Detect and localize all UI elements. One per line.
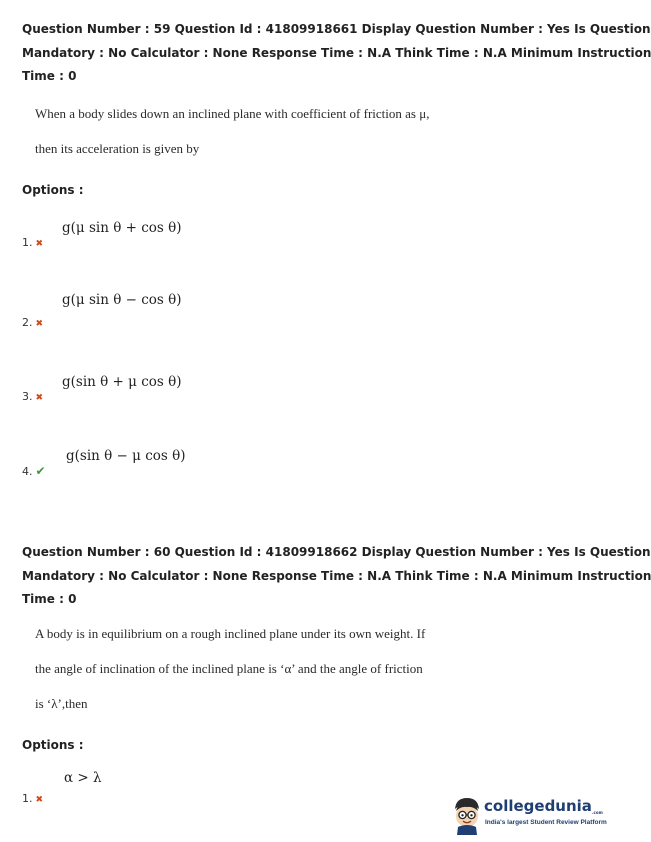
question-60-text xyxy=(35,616,575,721)
question-text-line: is ‘λ’,then xyxy=(35,696,88,711)
question-59-header xyxy=(22,18,651,89)
brand-name xyxy=(484,797,603,815)
header-line: Mandatory : No Calculator : None Response Time : N.A Think Time : N.A Minimum Instruction xyxy=(22,568,651,583)
header-line: Question Number : 60 Question Id : 41809918662 Display Question Number : Yes Is Question xyxy=(22,545,651,559)
question-text-line: then its acceleration is given by xyxy=(35,141,200,156)
header-line: Question Number : 59 Question Id : 41809918661 Display Question Number : Yes Is Question xyxy=(22,22,651,36)
cross-icon: ✖ xyxy=(35,795,44,805)
option-3-text: g(sin θ + μ cos θ) xyxy=(62,374,182,390)
question-text-line: A body is in equilibrium on a rough inclined plane under its own weight. If xyxy=(35,626,426,641)
header-line: Time : 0 xyxy=(22,69,77,83)
option-number-label: 1. xyxy=(22,792,33,805)
option-4-text: g(sin θ − μ cos θ) xyxy=(66,448,186,464)
option-1-number xyxy=(22,236,43,249)
option-1-number xyxy=(22,792,43,805)
option-1-text: g(μ sin θ + cos θ) xyxy=(62,220,182,236)
option-4-number xyxy=(22,464,46,478)
option-number-label: 1. xyxy=(22,236,33,249)
option-2-text: g(μ sin θ − cos θ) xyxy=(62,292,182,308)
cross-icon: ✖ xyxy=(35,393,44,403)
brand-tagline: India's largest Student Review Platform xyxy=(485,819,607,826)
header-line: Mandatory : No Calculator : None Response Time : N.A Think Time : N.A Minimum Instruction xyxy=(22,45,651,60)
option-number-label: 4. xyxy=(22,465,33,478)
option-number-label: 3. xyxy=(22,390,33,403)
option-1-text: α > λ xyxy=(64,770,102,786)
options-label: Options : xyxy=(22,738,84,752)
option-2-number xyxy=(22,316,43,329)
brand-suffix: .com xyxy=(591,810,603,815)
question-59-text xyxy=(35,96,575,166)
checkmark-icon: ✔ xyxy=(35,464,46,478)
question-60-header xyxy=(22,541,651,612)
options-label: Options : xyxy=(22,183,84,197)
option-3-number xyxy=(22,390,43,403)
cross-icon: ✖ xyxy=(35,239,44,249)
cross-icon: ✖ xyxy=(35,319,44,329)
question-text-line: the angle of inclination of the inclined plane is ‘α’ and the angle of friction xyxy=(35,661,423,676)
brand-name-text: collegedunia xyxy=(484,797,592,815)
option-number-label: 2. xyxy=(22,316,33,329)
collegedunia-logo xyxy=(450,795,607,835)
header-line: Time : 0 xyxy=(22,592,77,606)
question-text-line: When a body slides down an inclined plane with coefficient of friction as μ, xyxy=(35,106,430,121)
mascot-icon xyxy=(450,795,484,835)
